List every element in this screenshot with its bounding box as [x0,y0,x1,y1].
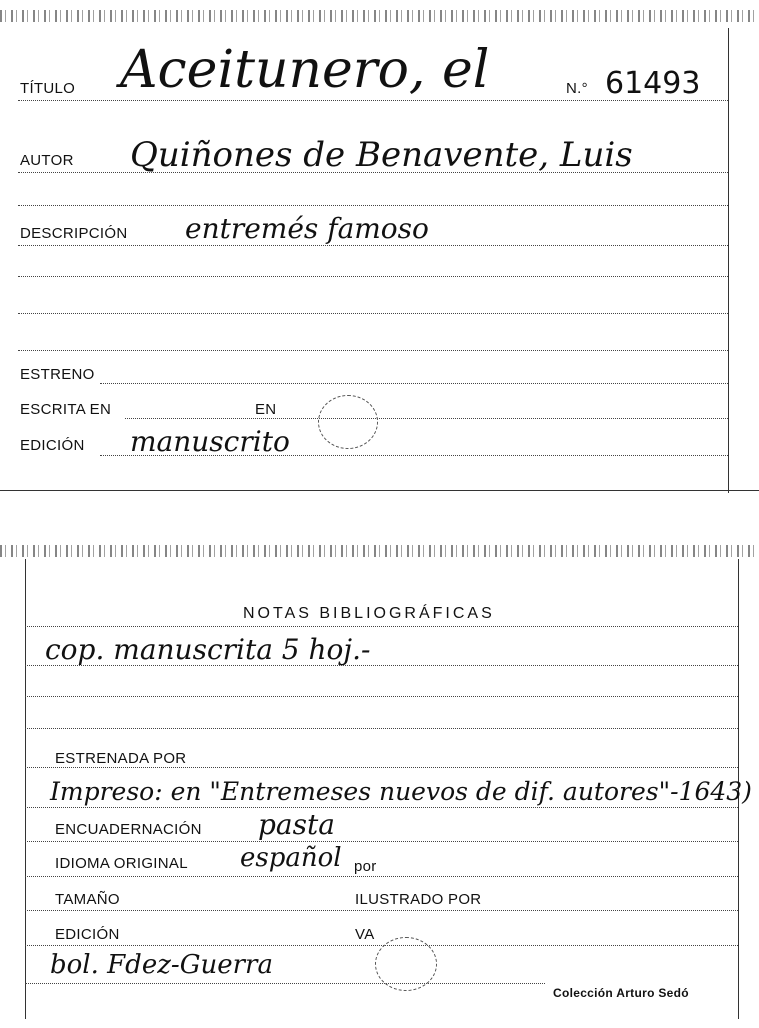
descripcion-value: entremés famoso [185,212,429,245]
ruled-line [25,626,738,627]
descripcion-label: DESCRIPCIÓN [20,225,128,242]
card-edge-speckle [0,10,759,22]
valor-label: VA [355,926,375,943]
ruled-line [18,205,728,206]
ruled-line [25,807,738,808]
edicion-value: bol. Fdez-Guerra [50,950,273,980]
edicion-label: EDICIÓN [55,926,120,943]
card-right-border [728,28,729,493]
collection-stamp: Colección Arturo Sedó [553,986,689,1000]
tamano-label: TAMAÑO [55,891,120,908]
punch-hole [318,395,378,449]
catalog-card-back [0,545,759,1028]
numero-value: 61493 [605,66,701,101]
titulo-label: TÍTULO [20,80,76,97]
notas-heading: NOTAS BIBLIOGRÁFICAS [243,605,495,622]
impreso-note: Impreso: en "Entremeses nuevos de dif. autores"-1643) [50,777,752,806]
encuadernacion-value: pasta [258,808,335,841]
ruled-line [100,383,728,384]
ruled-line [125,418,728,419]
edicion-label: EDICIÓN [20,437,85,454]
autor-label: AUTOR [20,152,74,169]
idioma-value: español [240,843,342,873]
ruled-line [25,841,738,842]
card-edge-speckle [0,545,759,557]
ruled-line [25,910,738,911]
autor-value: Quiñones de Benavente, Luis [130,135,633,175]
ilustrado-por-label: ILUSTRADO POR [355,891,482,908]
por-label: por [354,858,377,875]
ruled-line [18,172,728,173]
estreno-label: ESTRENO [20,366,95,383]
ruled-line [25,876,738,877]
edicion-value: manuscrito [130,425,290,458]
catalog-card-front [0,0,759,495]
en-label: EN [255,401,277,418]
card-left-border [25,559,26,1019]
card-bottom-edge [0,490,759,491]
punch-hole [375,937,437,991]
ruled-line [18,100,728,101]
ruled-line [25,767,738,768]
ruled-line [25,728,738,729]
numero-label: N.° [566,80,588,97]
ruled-line [18,245,728,246]
encuadernacion-label: ENCUADERNACIÓN [55,821,202,838]
ruled-line [18,276,728,277]
ruled-line [25,696,738,697]
titulo-value: Aceitunero, el [120,40,490,100]
ruled-line [18,350,728,351]
ruled-line [100,455,728,456]
escrita-en-label: ESCRITA EN [20,401,112,418]
notes-line-1: cop. manuscrita 5 hoj.- [45,633,371,666]
ruled-line [25,983,545,984]
ruled-line [25,665,738,666]
idioma-original-label: IDIOMA ORIGINAL [55,855,188,872]
ruled-line [18,313,728,314]
estrenada-por-label: ESTRENADA POR [55,750,187,767]
